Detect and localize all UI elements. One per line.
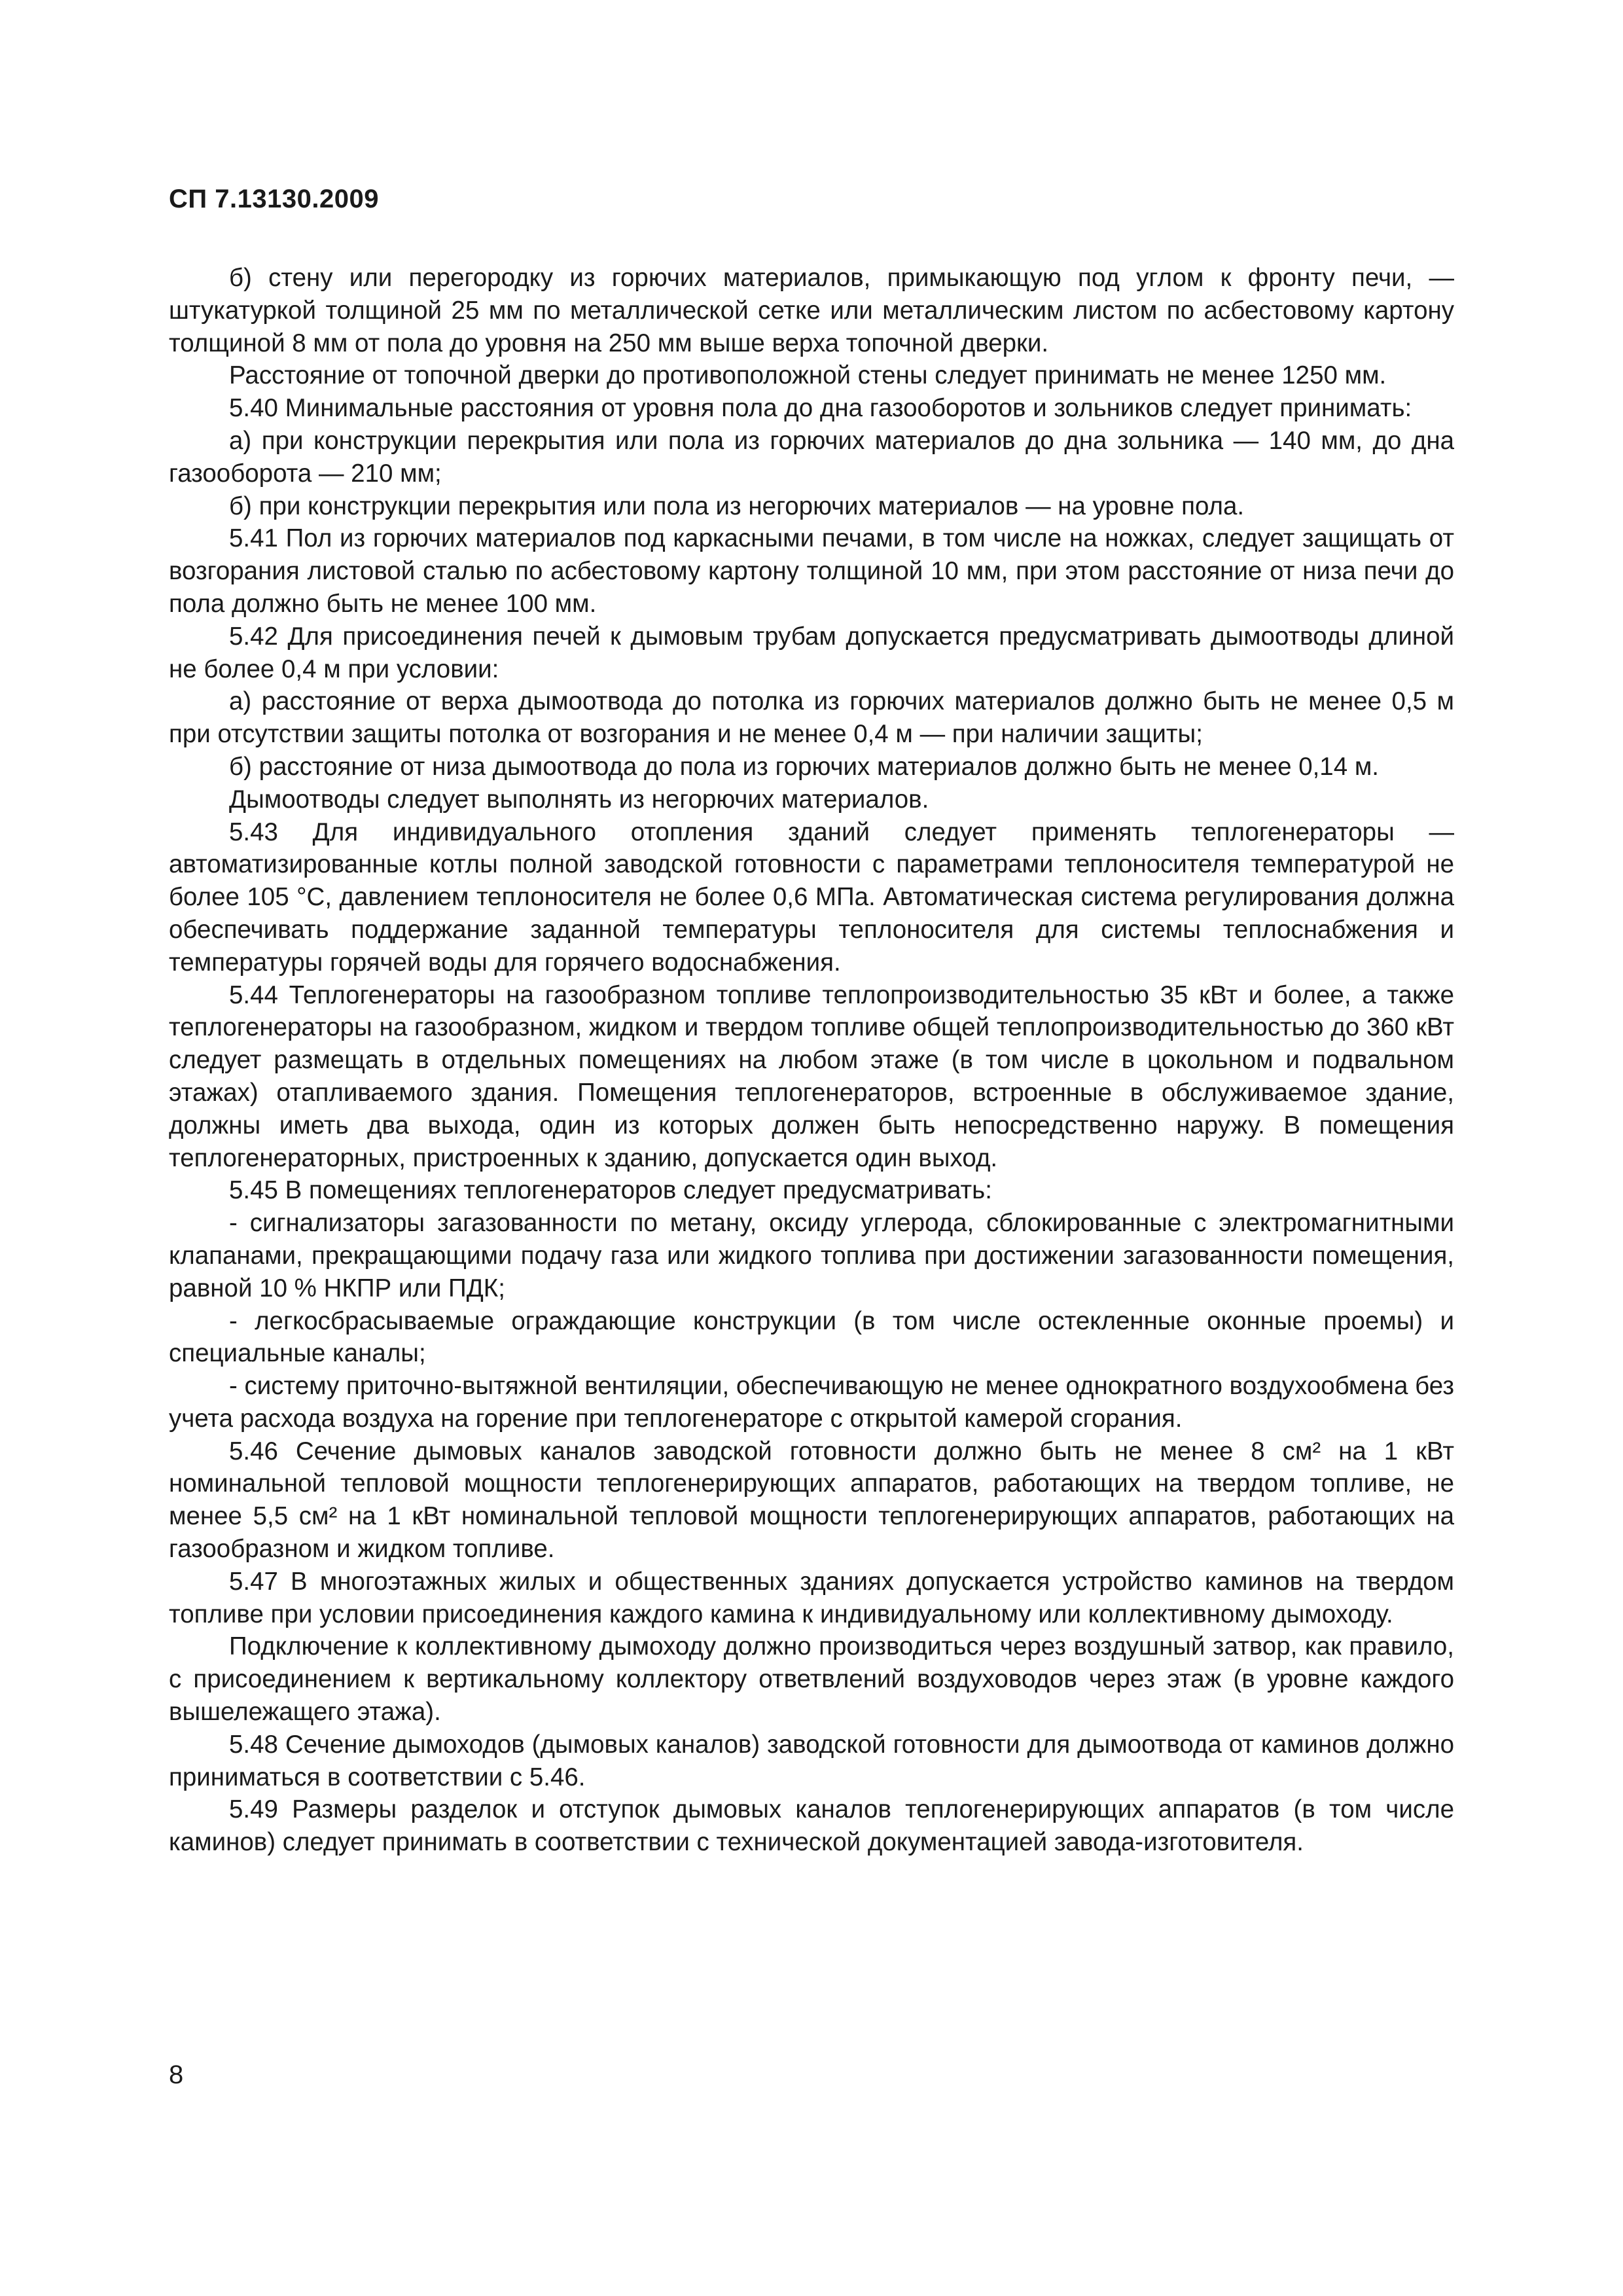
paragraph: б) расстояние от низа дымоотвода до пола из горючих материалов должно быть не менее 0,14 м. bbox=[229, 752, 1379, 781]
paragraph: 5.41 Пол из горючих материалов под каркасными печами, в том числе на ножках, следует защищать от возгорания листовой сталью по асбестовому картону толщиной 10 мм, при этом расстояние от низа печи до пола должно быть не менее 100 мм. bbox=[169, 524, 1454, 618]
document-body bbox=[169, 262, 1454, 1859]
paragraph: 5.46 Сечение дымовых каналов заводской готовности должно быть не менее 8 см² на 1 кВт номинальной тепловой мощности теплогенерирующих аппаратов, работающих на твердом топливе, не менее 5,5 см² на 1 кВт номинальной тепловой мощности теплогенерирующих аппаратов, работающих на газообразном и жидком топливе. bbox=[169, 1437, 1454, 1564]
paragraph: Дымоотводы следует выполнять из негорючих материалов. bbox=[229, 785, 929, 814]
paragraph: а) расстояние от верха дымоотвода до потолка из горючих материалов должно быть не менее 0,5 м при отсутствии защиты потолка от возгорания и не менее 0,4 м — при наличии защиты; bbox=[169, 687, 1454, 749]
paragraph: - сигнализаторы загазованности по метану, оксиду углерода, сблокированные с электромагнитными клапанами, прекращающими подачу газа или жидкого топлива при достижении загазованности помещения, равной 10 % НКПР или ПДК; bbox=[169, 1209, 1454, 1302]
paragraph: б) стену или перегородку из горючих материалов, примыкающую под углом к фронту печи, — штукатуркой толщиной 25 мм по металлической сетке или металлическим листом по асбестовому картону толщиной 8 мм от пола до уровня на 250 мм выше верха топочной дверки. bbox=[169, 264, 1454, 357]
paragraph: 5.42 Для присоединения печей к дымовым трубам допускается предусматривать дымоотводы длиной не более 0,4 м при условии: bbox=[169, 622, 1454, 683]
paragraph: Расстояние от топочной дверки до противоположной стены следует принимать не менее 1250 мм. bbox=[229, 361, 1387, 390]
document-header: СП 7.13130.2009 bbox=[169, 185, 379, 213]
paragraph: б) при конструкции перекрытия или пола из негорючих материалов — на уровне пола. bbox=[229, 492, 1245, 520]
paragraph: 5.45 В помещениях теплогенераторов следует предусматривать: bbox=[229, 1176, 992, 1205]
paragraph: 5.47 В многоэтажных жилых и общественных зданиях допускается устройство каминов на твердом топливе при условии присоединения каждого камина к индивидуальному или коллективному дымоходу. bbox=[169, 1567, 1454, 1628]
paragraph: а) при конструкции перекрытия или пола из горючих материалов до дна зольника — 140 мм, до дна газооборота — 210 мм; bbox=[169, 426, 1454, 488]
paragraph: 5.48 Сечение дымоходов (дымовых каналов) заводской готовности для дымоотвода от каминов должно приниматься в соответствии с 5.46. bbox=[169, 1730, 1454, 1791]
paragraph: Подключение к коллективному дымоходу должно производиться через воздушный затвор, как правило, с присоединением к вертикальному коллектору ответвлений воздуховодов через этаж (в уровне каждого вышележащего этажа). bbox=[169, 1632, 1454, 1727]
paragraph: 5.40 Минимальные расстояния от уровня пола до дна газооборотов и зольников следует принимать: bbox=[229, 394, 1412, 423]
page-number: 8 bbox=[169, 2060, 184, 2089]
paragraph: - легкосбрасываемые ограждающие конструкции (в том числе остекленные оконные проемы) и специальные каналы; bbox=[169, 1306, 1454, 1368]
paragraph: 5.44 Теплогенераторы на газообразном топливе теплопроизводительностью 35 кВт и более, а также теплогенераторы на газообразном, жидком и твердом топливе общей теплопроизводительностью до 360 кВт следует размещать в отдельных помещениях на любом этаже (в том числе в цокольном и подвальном этажах) отапливаемого здания. Помещения теплогенераторов, встроенные в обслуживаемое здание, должны иметь два выхода, один из которых должен быть непосредственно наружу. В помещения теплогенераторных, пристроенных к зданию, допускается один выход. bbox=[169, 980, 1454, 1172]
paragraph: 5.49 Размеры разделок и отступок дымовых каналов теплогенерирующих аппаратов (в том числе каминов) следует принимать в соответствии с технической документацией завода-изготовителя. bbox=[169, 1795, 1454, 1857]
paragraph: 5.43 Для индивидуального отопления зданий следует применять теплогенераторы — автоматизированные котлы полной заводской готовности с параметрами теплоносителя температурой не более 105 °С, давлением теплоносителя не более 0,6 МПа. Автоматическая система регулирования должна обеспечивать поддержание заданной температуры теплоносителя для системы теплоснабжения и температуры горячей воды для горячего водоснабжения. bbox=[169, 817, 1454, 977]
paragraph: - систему приточно-вытяжной вентиляции, обеспечивающую не менее однократного воздухообмена без учета расхода воздуха на горение при теплогенераторе с открытой камерой сгорания. bbox=[169, 1372, 1455, 1433]
